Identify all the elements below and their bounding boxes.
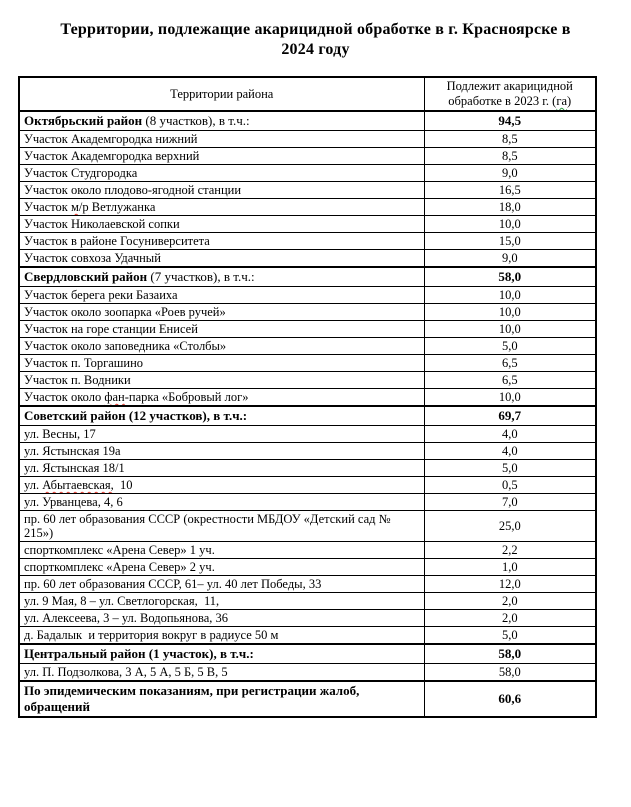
text-run: спорткомплекс «Арена Север» 2 уч.: [24, 560, 215, 574]
territory-cell: [19, 511, 424, 542]
table-body: [19, 111, 596, 717]
territory-cell: [19, 338, 424, 355]
area-value-cell: 0,5: [424, 477, 596, 494]
territory-cell: [19, 199, 424, 216]
table-row: [19, 460, 596, 477]
table-row: [19, 165, 596, 182]
table-row: [19, 494, 596, 511]
area-value-cell: 6,5: [424, 372, 596, 389]
territory-cell: [19, 460, 424, 477]
territory-cell: [19, 216, 424, 233]
text-run: Участок около: [24, 390, 105, 404]
text-run: Участок совхоза Удачный: [24, 251, 161, 265]
table-row: [19, 576, 596, 593]
text-run: Участок п. Водники: [24, 373, 131, 387]
area-value-cell: 2,0: [424, 610, 596, 627]
table-row: [19, 559, 596, 576]
text-run: Участок около зоопарка «Роев ручей»: [24, 305, 226, 319]
territory-cell: [19, 426, 424, 443]
text-run: га: [556, 94, 568, 108]
territory-cell: [19, 610, 424, 627]
text-run: Подлежит акарицидной обработке в 2023 г. (: [446, 79, 573, 108]
territory-cell: [19, 182, 424, 199]
area-value-cell: 10,0: [424, 304, 596, 321]
territory-cell: [19, 372, 424, 389]
page-title-line-2: 2024 году: [281, 41, 350, 58]
text-run: ул.: [24, 478, 43, 492]
area-value-cell: 1,0: [424, 559, 596, 576]
text-run: Ветлужанка: [88, 200, 156, 214]
area-value-cell: 8,5: [424, 148, 596, 165]
area-value-cell: 69,7: [424, 406, 596, 426]
text-run: Центральный район (1 участок), в т.ч.:: [24, 646, 254, 661]
table-row: [19, 250, 596, 268]
text-run: Участок: [24, 200, 71, 214]
area-value-cell: 10,0: [424, 287, 596, 304]
text-run: 10: [113, 478, 133, 492]
territory-cell: [19, 542, 424, 559]
text-run: -парка «Бобровый лог»: [124, 390, 249, 404]
area-value-cell: 4,0: [424, 426, 596, 443]
table-row: [19, 593, 596, 610]
section-row: [19, 267, 596, 287]
territory-cell: [19, 477, 424, 494]
area-value-cell: 4,0: [424, 443, 596, 460]
table-row: [19, 511, 596, 542]
area-value-cell: 2,0: [424, 593, 596, 610]
table-header-row: [19, 77, 596, 111]
territory-cell: [19, 321, 424, 338]
area-value-cell: 58,0: [424, 644, 596, 664]
text-run: Участок Студгородка: [24, 166, 138, 180]
area-value-cell: 9,0: [424, 165, 596, 182]
territory-cell: [19, 304, 424, 321]
area-value-cell: 9,0: [424, 250, 596, 268]
column-header-territory: Территории района: [19, 77, 424, 111]
territory-cell: [19, 593, 424, 610]
table-row: [19, 426, 596, 443]
table-row: [19, 443, 596, 460]
table-row: [19, 321, 596, 338]
table-row: [19, 664, 596, 682]
text-run: Участок берега реки Базаиха: [24, 288, 178, 302]
territory-cell: [19, 406, 424, 426]
territory-cell: [19, 664, 424, 682]
territory-cell: [19, 131, 424, 148]
text-run: ул. Ястынская 18/1: [24, 461, 125, 475]
area-value-cell: 94,5: [424, 111, 596, 131]
territory-cell: [19, 443, 424, 460]
table-row: [19, 304, 596, 321]
table-row: [19, 610, 596, 627]
text-run: Свердловский район: [24, 269, 151, 284]
territory-cell: [19, 627, 424, 645]
page-title-line-1: Территории, подлежащие акарицидной обработке в г. Красноярске в: [60, 21, 571, 38]
territory-cell: [19, 267, 424, 287]
table-row: [19, 338, 596, 355]
territories-table: [18, 76, 597, 718]
area-value-cell: 16,5: [424, 182, 596, 199]
text-run: ул. 9 Мая, 8 – ул. Светлогорская, 11,: [24, 594, 220, 608]
text-run: Участок в районе Госуниверситета: [24, 234, 210, 248]
text-run: Участок п. Торгашино: [24, 356, 144, 370]
page-title: [55, 20, 576, 60]
table-row: [19, 355, 596, 372]
text-run: пр. 60 лет образования СССР, 61– ул. 40 лет Победы, 33: [24, 577, 322, 591]
area-value-cell: 58,0: [424, 267, 596, 287]
text-run: Советский район (12 участков), в т.ч.:: [24, 408, 248, 423]
table-row: [19, 182, 596, 199]
area-value-cell: 5,0: [424, 338, 596, 355]
text-run: ул. Алексеева, 3 – ул. Водопьянова, 36: [24, 611, 228, 625]
section-row: [19, 681, 596, 717]
text-run: Участок около плодово-ягодной станции: [24, 183, 242, 197]
table-row: [19, 131, 596, 148]
text-run: ): [567, 94, 572, 108]
text-run: фан: [104, 390, 125, 404]
text-run: ул. Урванцева, 4, 6: [24, 495, 123, 509]
table-row: [19, 477, 596, 494]
area-value-cell: 15,0: [424, 233, 596, 250]
territory-cell: [19, 681, 424, 717]
table-row: [19, 233, 596, 250]
text-run: Участок Академгородка нижний: [24, 132, 198, 146]
area-value-cell: 5,0: [424, 460, 596, 477]
territory-cell: [19, 389, 424, 407]
area-value-cell: 8,5: [424, 131, 596, 148]
territory-cell: [19, 111, 424, 131]
table-row: [19, 148, 596, 165]
table-row: [19, 287, 596, 304]
text-run: спорткомплекс «Арена Север» 1 уч.: [24, 543, 215, 557]
text-run: пр. 60 лет образования СССР (окрестности МБДОУ «Детский сад № 215»): [24, 512, 391, 540]
table-row: [19, 216, 596, 233]
text-run: (7 участков), в т.ч.:: [150, 269, 255, 284]
section-row: [19, 406, 596, 426]
table-row: [19, 627, 596, 645]
text-run: Абытаевская,: [42, 478, 114, 492]
area-value-cell: 18,0: [424, 199, 596, 216]
area-value-cell: 2,2: [424, 542, 596, 559]
territory-cell: [19, 287, 424, 304]
section-row: [19, 644, 596, 664]
table-row: [19, 372, 596, 389]
area-value-cell: 7,0: [424, 494, 596, 511]
territory-cell: [19, 494, 424, 511]
territory-cell: [19, 559, 424, 576]
territory-cell: [19, 233, 424, 250]
text-run: ул. Ястынская 19а: [24, 444, 121, 458]
territory-cell: [19, 165, 424, 182]
text-run: По эпидемическим показаниям, при регистрации жалоб, обращений: [24, 683, 360, 714]
text-run: Участок Николаевской сопки: [24, 217, 180, 231]
text-run: ул. П. Подзолкова, 3 А, 5 А, 5 Б, 5 В, 5: [24, 665, 228, 679]
territory-cell: [19, 576, 424, 593]
area-value-cell: 10,0: [424, 216, 596, 233]
column-header-treated-area: [424, 77, 596, 111]
text-run: ул. Весны, 17: [24, 427, 96, 441]
text-run: Октябрьский район: [24, 113, 146, 128]
section-row: [19, 111, 596, 131]
territory-cell: [19, 355, 424, 372]
text-run: м/р: [70, 200, 89, 214]
text-run: Участок Академгородка верхний: [24, 149, 200, 163]
area-value-cell: 6,5: [424, 355, 596, 372]
area-value-cell: 10,0: [424, 321, 596, 338]
territory-cell: [19, 644, 424, 664]
area-value-cell: 25,0: [424, 511, 596, 542]
text-run: Участок около заповедника «Столбы»: [24, 339, 227, 353]
table-row: [19, 542, 596, 559]
table-row: [19, 199, 596, 216]
text-run: (8 участков), в т.ч.:: [145, 113, 250, 128]
territory-cell: [19, 148, 424, 165]
territory-cell: [19, 250, 424, 268]
area-value-cell: 5,0: [424, 627, 596, 645]
area-value-cell: 12,0: [424, 576, 596, 593]
text-run: д. Бадалык и территория вокруг в радиусе 50 м: [24, 628, 279, 642]
area-value-cell: 60,6: [424, 681, 596, 717]
area-value-cell: 10,0: [424, 389, 596, 407]
text-run: Участок на горе станции Енисей: [24, 322, 198, 336]
table-row: [19, 389, 596, 407]
area-value-cell: 58,0: [424, 664, 596, 682]
